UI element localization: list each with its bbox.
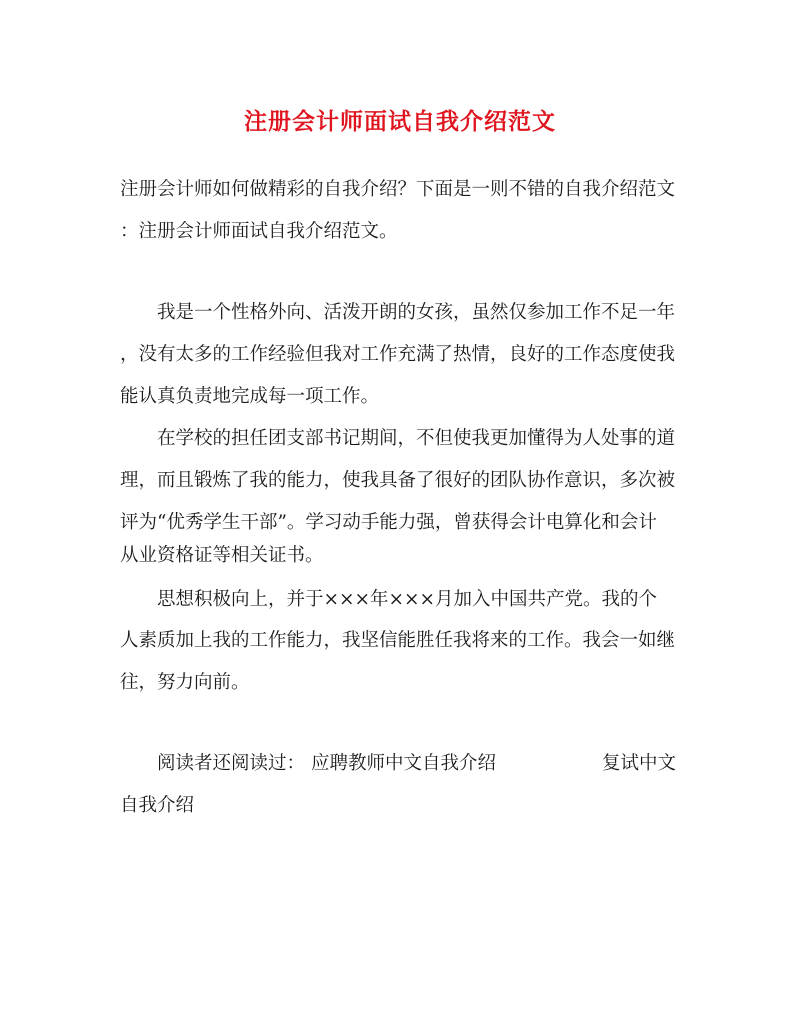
- paragraph2-line-2: 理，而且锻炼了我的能力，使我具备了很好的团队协作意识，多次被: [120, 470, 676, 491]
- paragraph2-line-3: 评为“优秀学生干部”。学习动手能力强，曾获得会计电算化和会计: [120, 512, 657, 533]
- paragraph1-line-2: ，没有太多的工作经验但我对工作充满了热情，良好的工作态度使我: [120, 344, 676, 365]
- intro-line-1: 注册会计师如何做精彩的自我介绍？下面是一则不错的自我介绍范文: [120, 179, 676, 200]
- paragraph3-line-2: 人素质加上我的工作能力，我坚信能胜任我将来的工作。我会一如继: [120, 630, 676, 651]
- paragraph2-line-4: 从业资格证等相关证书。: [120, 545, 324, 566]
- intro-line-2: ：注册会计师面试自我介绍范文。: [120, 221, 398, 242]
- related-label: 阅读者还阅读过：: [157, 753, 306, 774]
- related-link-teacher-intro[interactable]: 应聘教师中文自我介绍: [311, 753, 497, 774]
- paragraph1-line-1: 我是一个性格外向、活泼开朗的女孩，虽然仅参加工作不足一年: [157, 302, 676, 323]
- paragraph2-line-1: 在学校的担任团支部书记期间，不但使我更加懂得为人处事的道: [157, 428, 676, 449]
- paragraph3-line-3: 往，努力向前。: [120, 672, 250, 693]
- paragraph3-line-1: 思想积极向上，并于×××年×××月加入中国共产党。我的个: [157, 589, 658, 610]
- paragraph1-line-3: 能认真负责地完成每一项工作。: [120, 386, 380, 407]
- related-link-retest-intro-part1[interactable]: 复试中文: [602, 753, 677, 774]
- document-title: 注册会计师面试自我介绍范文: [244, 108, 556, 135]
- related-link-retest-intro-part2[interactable]: 自我介绍: [120, 795, 195, 816]
